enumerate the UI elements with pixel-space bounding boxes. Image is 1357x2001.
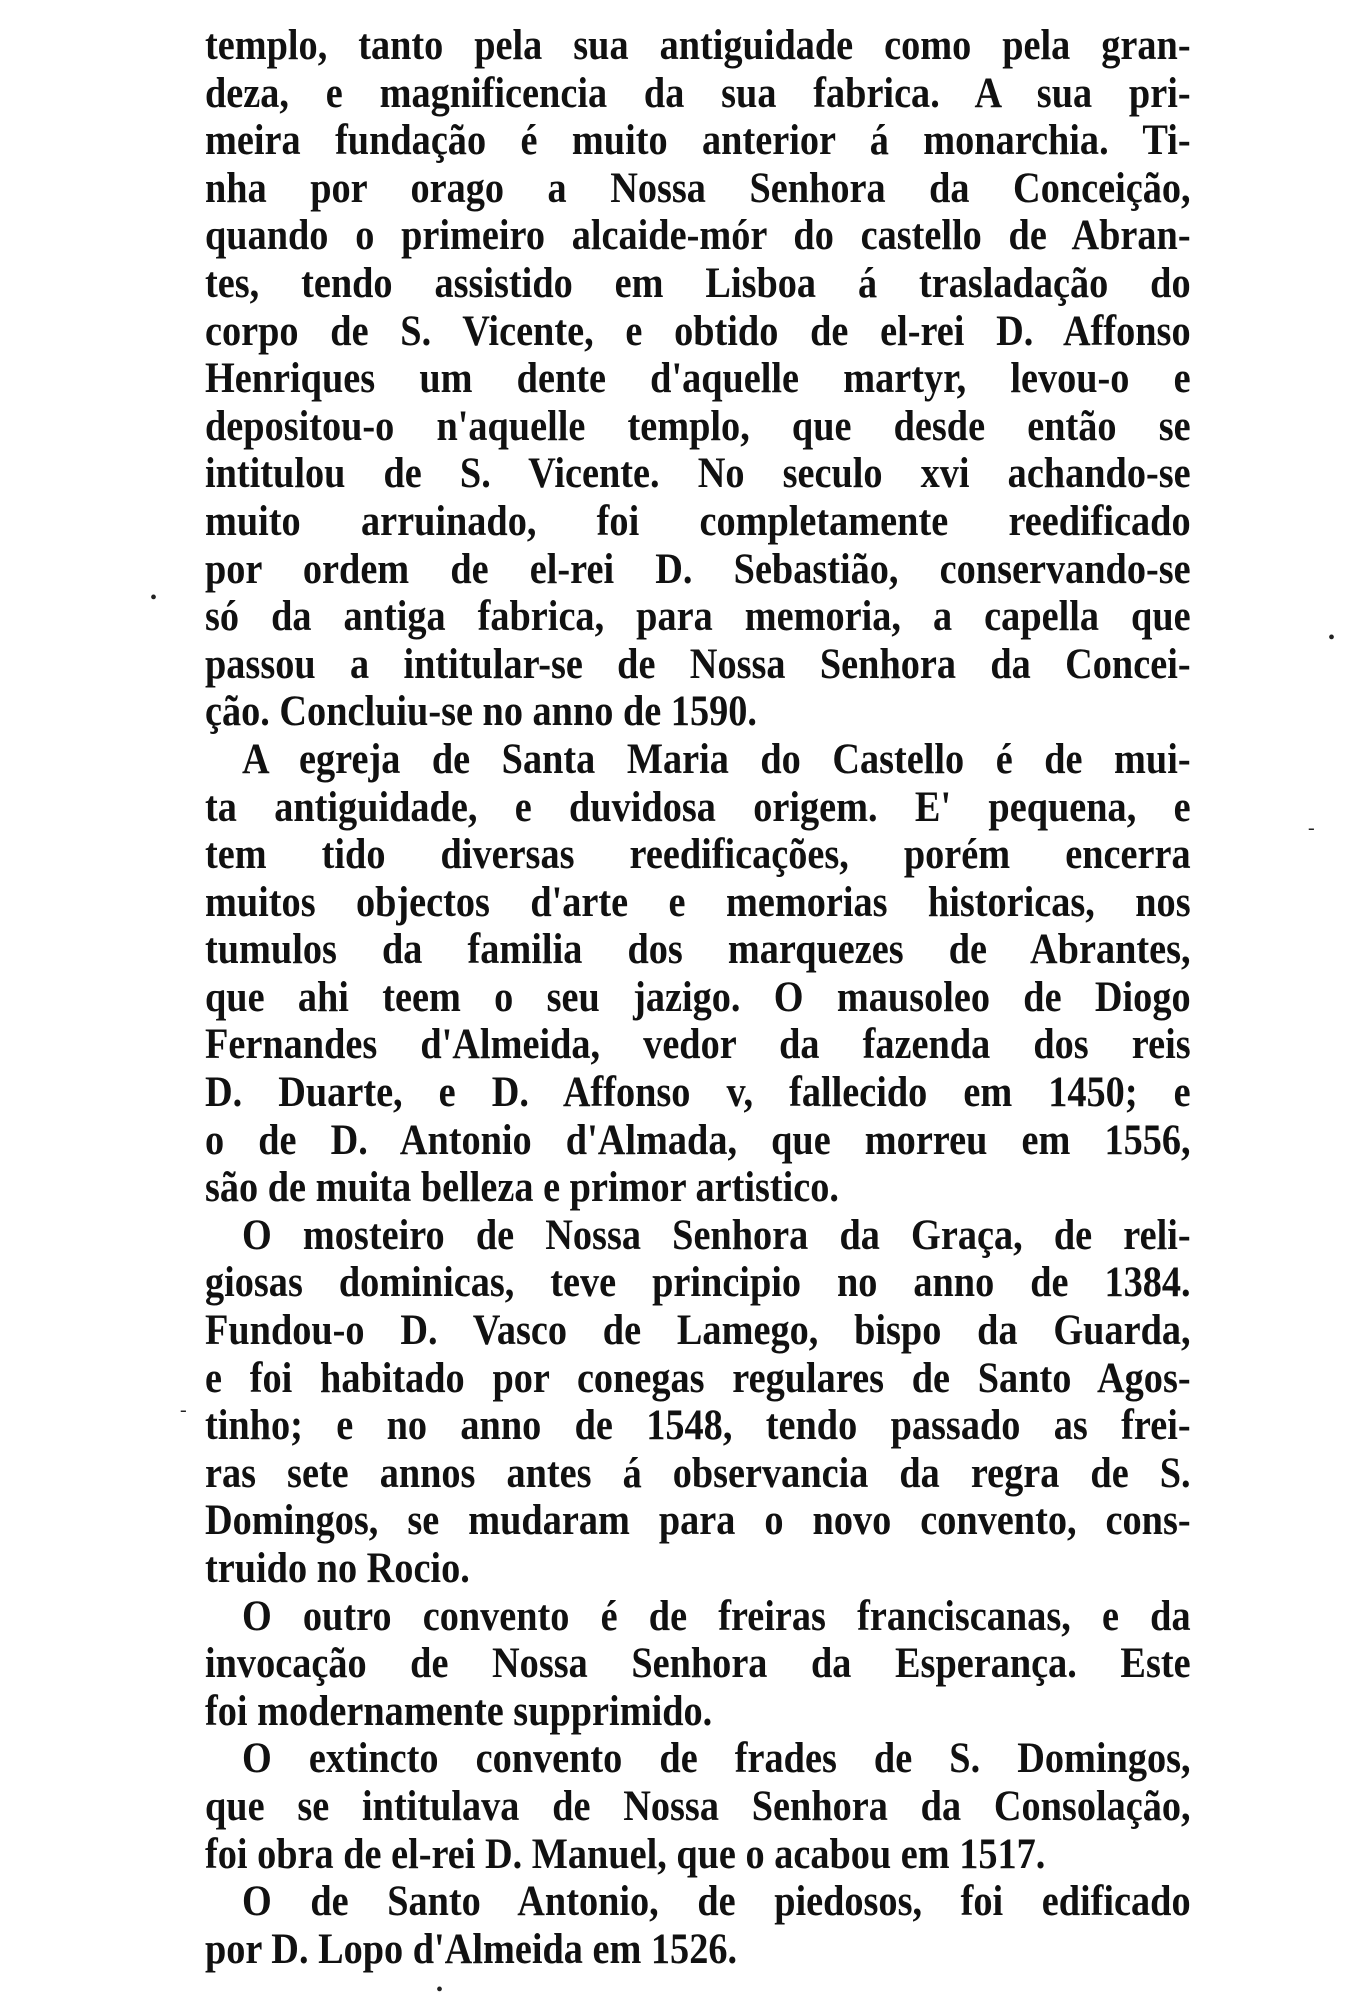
text-line: foi modernamente supprimido.	[205, 1686, 713, 1735]
text-line: deza, e magnificencia da sua fabrica. A sua pri-	[205, 68, 1191, 117]
text-column	[205, 22, 1191, 1973]
text-line: invocação de Nossa Senhora da Esperança. Este	[205, 1639, 1191, 1688]
text-line: o de D. Antonio d'Almada, que morreu em 1556,	[205, 1115, 1191, 1164]
margin-speck: •	[150, 587, 158, 609]
text-line: O de Santo Antonio, de piedosos, foi edificado	[241, 1877, 1191, 1926]
text-line: D. Duarte, e D. Affonso v, fallecido em 1450; e	[205, 1068, 1191, 1117]
text-line: ras sete annos antes á observancia da regra de S.	[205, 1448, 1191, 1497]
text-line: e foi habitado por conegas regulares de Santo Agos-	[205, 1353, 1191, 1402]
text-line: O mosteiro de Nossa Senhora da Graça, de reli-	[241, 1210, 1191, 1259]
text-line: corpo de S. Vicente, e obtido de el-rei D. Affonso	[205, 306, 1191, 355]
margin-speck: -	[1308, 817, 1315, 839]
text-line: O extincto convento de frades de S. Domingos,	[241, 1734, 1191, 1783]
text-line: Fernandes d'Almeida, vedor da fazenda dos reis	[205, 1020, 1191, 1069]
text-line: quando o primeiro alcaide-mór do castello de Abran-	[205, 211, 1191, 260]
text-line: truido no Rocio.	[205, 1544, 470, 1592]
text-line: muitos objectos d'arte e memorias historicas, nos	[205, 877, 1191, 926]
text-line: Domingos, se mudaram para o novo convento, cons-	[205, 1496, 1191, 1545]
text-line: foi obra de el-rei D. Manuel, que o acabou em 1517.	[205, 1829, 1046, 1878]
margin-speck: -	[180, 1399, 187, 1421]
text-line: muito arruinado, foi completamente reedificado	[205, 496, 1191, 545]
text-line: tem tido diversas reedificações, porém encerra	[205, 830, 1191, 879]
text-line: são de muita belleza e primor artistico.	[205, 1163, 839, 1212]
text-line: só da antiga fabrica, para memoria, a capella que	[205, 592, 1191, 641]
text-line: tes, tendo assistido em Lisboa á trasladação do	[205, 258, 1191, 307]
text-line: nha por orago a Nossa Senhora da Conceição,	[205, 163, 1191, 212]
text-line: Fundou-o D. Vasco de Lamego, bispo da Guarda,	[205, 1306, 1191, 1355]
margin-speck: •	[436, 1979, 444, 2001]
text-line: ção. Concluiu-se no anno de 1590.	[205, 687, 757, 736]
text-line: ta antiguidade, e duvidosa origem. E' pequena, e	[205, 782, 1191, 831]
text-line: tinho; e no anno de 1548, tendo passado as frei-	[205, 1401, 1191, 1450]
text-line: O outro convento é de freiras franciscanas, e da	[241, 1591, 1191, 1640]
text-line: meira fundação é muito anterior á monarchia. Ti-	[205, 116, 1191, 165]
text-line: depositou-o n'aquelle templo, que desde então se	[205, 401, 1191, 450]
text-line: A egreja de Santa Maria do Castello é de mui-	[241, 734, 1191, 783]
text-line: passou a intitular-se de Nossa Senhora da Concei-	[205, 639, 1191, 688]
text-line: por D. Lopo d'Almeida em 1526.	[205, 1924, 738, 1973]
text-line: giosas dominicas, teve principio no anno de 1384.	[205, 1258, 1191, 1307]
text-line: que ahi teem o seu jazigo. O mausoleo de Diogo	[205, 972, 1191, 1021]
text-line: que se intitulava de Nossa Senhora da Consolação,	[205, 1781, 1191, 1830]
text-line: por ordem de el-rei D. Sebastião, conservando-se	[205, 544, 1191, 593]
text-line: intitulou de S. Vicente. No seculo xvi achando-se	[205, 449, 1191, 498]
text-line: tumulos da familia dos marquezes de Abrantes,	[205, 925, 1191, 974]
margin-speck: •	[1328, 627, 1336, 649]
text-line: templo, tanto pela sua antiguidade como pela gran-	[205, 21, 1191, 69]
text-line: Henriques um dente d'aquelle martyr, levou-o e	[205, 354, 1191, 403]
